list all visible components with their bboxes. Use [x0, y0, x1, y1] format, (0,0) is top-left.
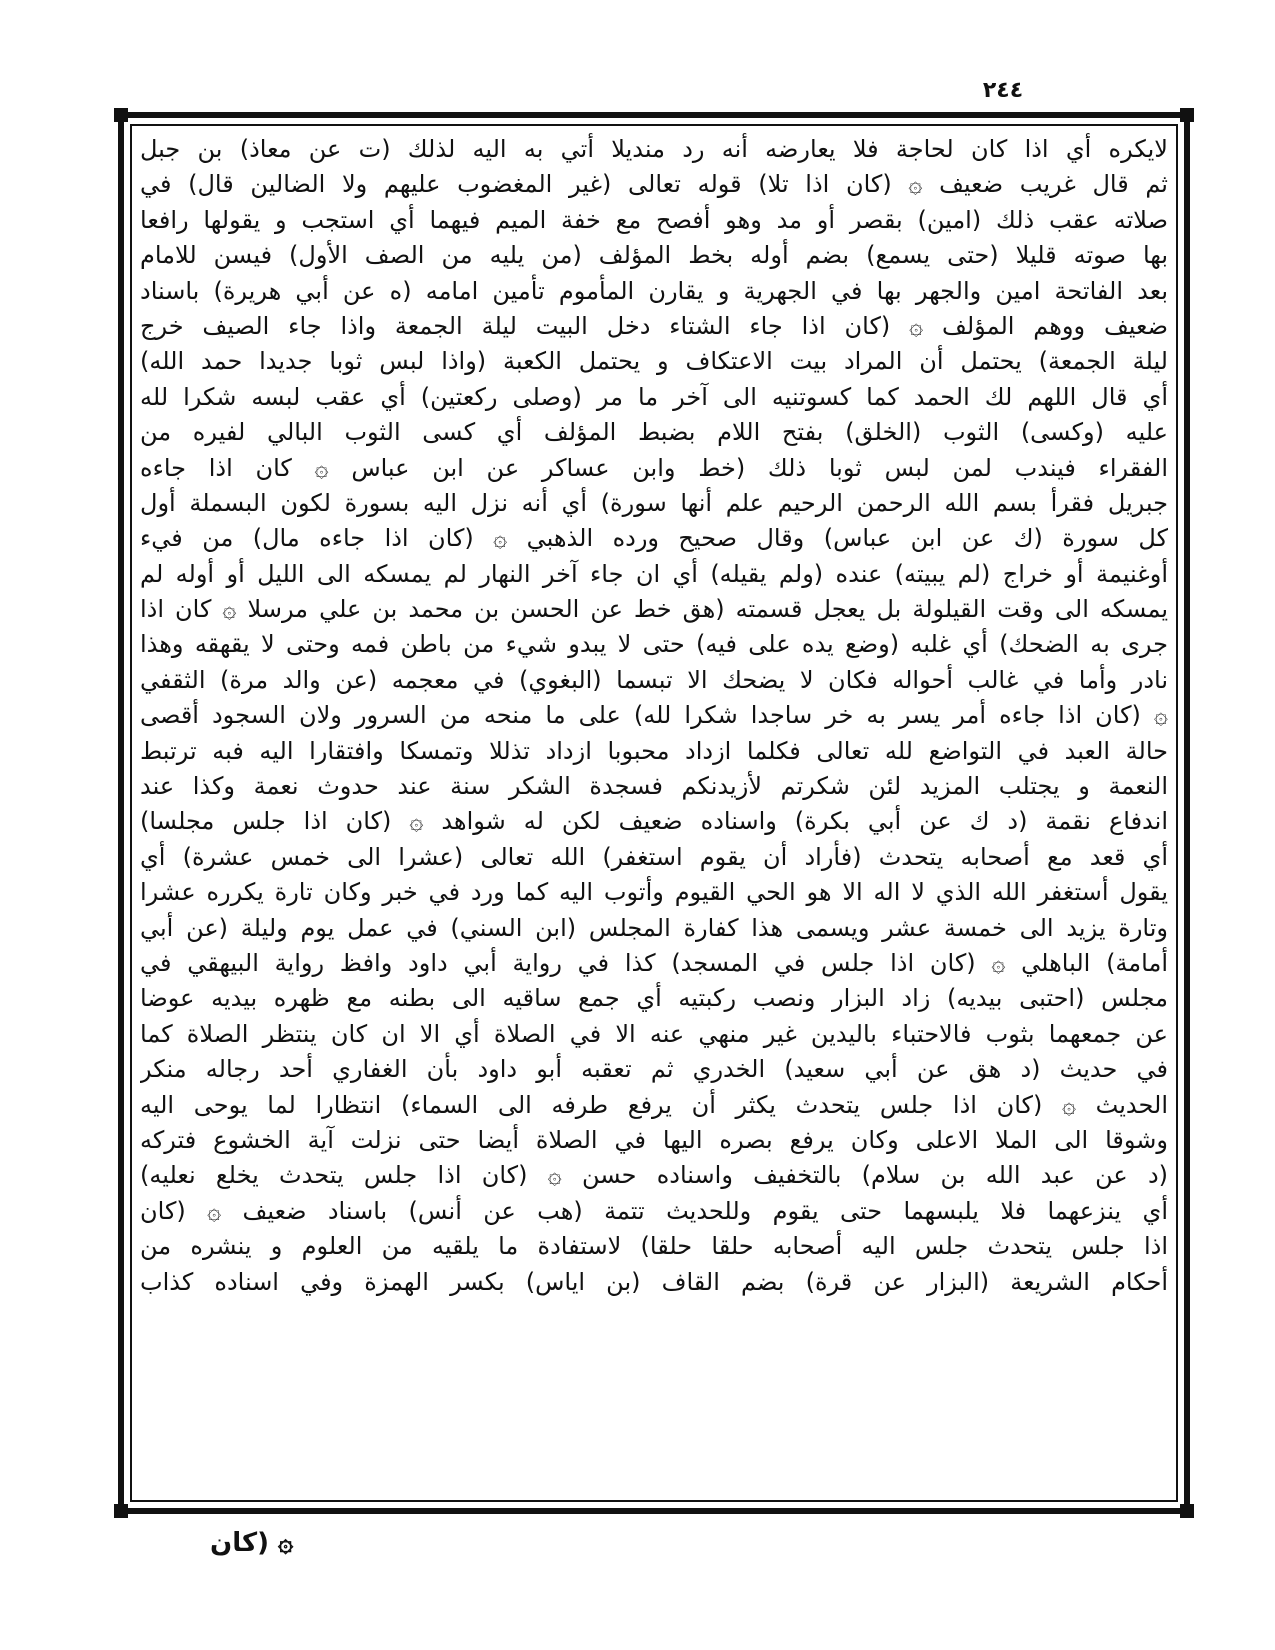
- text-line: صلاته عقب ذلك (امين) بقصر أو مد وهو أفصح مع خفة الميم فيهما أي استجب و يقولها رافعا: [140, 205, 1168, 234]
- text-line: يقول أستغفر الله الذي لا اله الا هو الحي القيوم وأتوب اليه كما ورد في خبر وكان تارة يكرره عشرا: [140, 878, 1168, 907]
- text-line: (د عن عبد الله بن سلام) بالتخفيف واسناده حسن ۞ (كان اذا جلس يتحدث يخلع نعليه): [140, 1161, 1168, 1190]
- page-number: ٢٤٤: [982, 78, 1024, 103]
- text-line: في حديث (د هق عن أبي سعيد) الخدري ثم تعقبه أبو داود بأن الغفاري أحد رجاله منكر: [140, 1055, 1168, 1084]
- text-line: النعمة و يجتلب المزيد لئن شكرتم لأزيدنكم فسجدة الشكر سنة عند حدوث نعمة وكذا عند: [140, 772, 1168, 801]
- text-line: أي ينزعهما فلا يلبسهما حتى يقوم وللحديث تتمة (هب عن أنس) باسناد ضعيف ۞ (كان: [140, 1196, 1168, 1225]
- text-line: ليلة الجمعة) يحتمل أن المراد بيت الاعتكاف و يحتمل الكعبة (واذا لبس ثوبا جديدا حمد الله): [140, 347, 1168, 376]
- text-line: جرى به الضحك) أي غلبه (وضع يده على فيه) حتى لا يبدو شيء من باطن فمه وحتى لا يقهقه وهذا: [140, 630, 1168, 659]
- frame-corner-bottom-right: [1180, 1504, 1194, 1518]
- text-line: [140, 1335, 1168, 1370]
- frame-corner-top-left: [114, 108, 128, 122]
- text-line: [140, 1300, 1168, 1335]
- text-line: الحديث ۞ (كان اذا جلس يتحدث يكثر أن يرفع طرفه الى السماء) انتظارا لما يوحى اليه: [140, 1090, 1168, 1119]
- text-line: اذا جلس يتحدث جلس اليه أصحابه حلقا حلقا) لاستفادة ما يلقيه من العلوم و ينشره من: [140, 1232, 1168, 1261]
- text-line: حالة العبد في التواضع لله تعالى فكلما ازداد محبوبا ازداد تذللا وتمسكا وافتقارا اليه فبه ترتبط: [140, 736, 1168, 765]
- text-line: مجلس (احتبى بيديه) زاد البزار ونصب ركبتيه أي جمع ساقيه الى بطنه مع ظهره بيديه عوضا: [140, 984, 1168, 1013]
- text-line: ضعيف ووهم المؤلف ۞ (كان اذا جاء الشتاء دخل البيت ليلة الجمعة واذا جاء الصيف خرج: [140, 311, 1168, 340]
- text-line: وشوقا الى الملا الاعلى وكان يرفع بصره اليها في الصلاة أيضا حتى نزلت آية الخشوع فتركه: [140, 1125, 1168, 1154]
- page-frame: [118, 112, 1190, 1514]
- text-line: لايكره أي اذا كان لحاجة فلا يعارضه أنه رد منديلا أتي به اليه لذلك (ت عن معاذ) بن جبل: [140, 135, 1168, 163]
- text-line: [140, 1371, 1168, 1406]
- text-line: أمامة) الباهلي ۞ (كان اذا جلس في المسجد) كذا في رواية أبي داود وافظ رواية البيهقي في: [140, 948, 1168, 977]
- text-line: أي قعد مع أصحابه يتحدث (فأراد أن يقوم استغفر) الله تعالى (عشرا الى خمس عشرة) أي: [140, 842, 1168, 871]
- text-line: كل سورة (ك عن ابن عباس) وقال صحيح ورده الذهبي ۞ (كان اذا جاءه مال) من فيء: [140, 524, 1168, 553]
- text-line: جبريل فقرأ بسم الله الرحمن الرحيم علم أنها سورة) أي أنه نزل اليه بسورة لكون البسملة أول: [140, 488, 1168, 517]
- frame-corner-bottom-left: [114, 1504, 128, 1518]
- text-line: الفقراء فيندب لمن لبس ثوبا ذلك (خط وابن عساكر عن ابن عباس ۞ كان اذا جاءه: [140, 453, 1168, 482]
- catchword: ۞ (كان: [210, 1528, 294, 1558]
- text-line: وتارة يزيد الى خمسة عشر ويسمى هذا كفارة المجلس (ابن السني) في عمل يوم وليلة (عن أبي: [140, 913, 1168, 942]
- text-line: نادر وأما في غالب أحواله فكان لا يضحك الا تبسما (البغوي) في معجمه (عن والد مرة) الثقفي: [140, 665, 1168, 694]
- text-line: عليه (وكسى) الثوب (الخلق) بفتح اللام بضبط المؤلف أي كسى الثوب البالي لفيره من: [140, 418, 1168, 447]
- text-line: اندفاع نقمة (د ك عن أبي بكرة) واسناده ضعيف لكن له شواهد ۞ (كان اذا جلس مجلسا): [140, 807, 1168, 836]
- text-line: أي قال اللهم لك الحمد كما كسوتنيه الى آخر ما مر (وصلى ركعتين) أي عقب لبسه شكرا لله: [140, 382, 1168, 411]
- text-line: بها صوته قليلا (حتى يسمع) بضم أوله بخط المؤلف (من يليه من الصف الأول) فيسن للامام: [140, 241, 1168, 270]
- text-line: ۞ (كان اذا جاءه أمر يسر به خر ساجدا شكرا لله) على ما منحه من السرور ولان السجود أقصى: [140, 701, 1168, 730]
- main-text: [140, 132, 1168, 1494]
- text-line: يمسكه الى وقت القيلولة بل يعجل قسمته (هق خط عن الحسن بن محمد بن علي مرسلا ۞ كان اذا: [140, 595, 1168, 624]
- text-line: بعد الفاتحة امين والجهر بها في الجهرية و يقارن المأموم تأمين امامه (ه عن أبي هريرة) باسناد: [140, 276, 1168, 305]
- text-line: [140, 1406, 1168, 1441]
- text-line: ثم قال غريب ضعيف ۞ (كان اذا تلا) قوله تعالى (غير المغضوب عليهم ولا الضالين قال) في: [140, 170, 1168, 199]
- text-line: أوغنيمة أو خراج (لم يبيته) عنده (ولم يقيله) أي ان جاء آخر النهار لم يمسكه الى الليل أو أوله لم: [140, 559, 1168, 588]
- text-line: عن جمعهما بثوب فالاحتباء باليدين غير منهي عنه الا في الصلاة أي الا ان كان ينتظر الصلاة كما: [140, 1019, 1168, 1048]
- text-line: أحكام الشريعة (البزار عن قرة) بضم القاف (بن اياس) بكسر الهمزة وفي اسناده كذاب: [140, 1267, 1168, 1296]
- frame-corner-top-right: [1180, 108, 1194, 122]
